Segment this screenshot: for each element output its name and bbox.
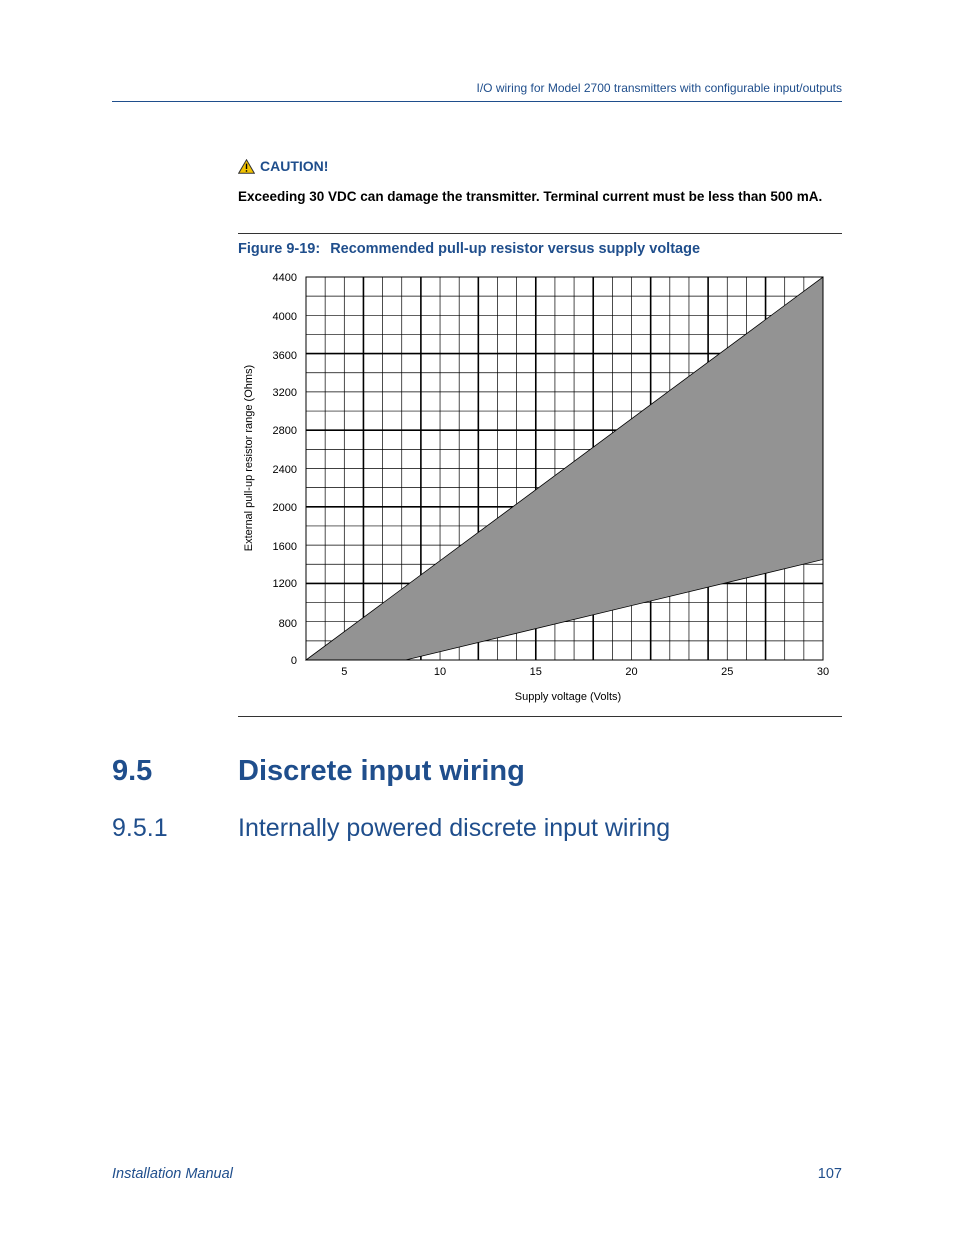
y-tick-label: 2800 <box>272 425 297 437</box>
y-tick-label: 800 <box>278 618 297 630</box>
y-tick-label: 3600 <box>272 350 297 362</box>
subsection-title: Internally powered discrete input wiring <box>238 814 671 842</box>
subsection-heading <box>112 814 670 843</box>
x-tick-label: 10 <box>433 666 447 678</box>
y-tick-label: 4400 <box>272 272 297 284</box>
y-tick-label: 2000 <box>272 502 297 514</box>
caution-text: Exceeding 30 VDC can damage the transmitter. Terminal current must be less than 500 mA. <box>238 189 823 204</box>
section-title: Discrete input wiring <box>238 755 525 787</box>
x-tick-label: 30 <box>816 666 830 678</box>
section-heading <box>112 755 525 788</box>
caution-label: CAUTION! <box>260 158 329 174</box>
section-number: 9.5 <box>112 755 153 787</box>
y-tick-label: 1600 <box>272 541 297 553</box>
figure-top-rule <box>238 233 842 234</box>
x-axis-tick-labels <box>341 666 829 678</box>
y-axis-title: External pull-up resistor range (Ohms) <box>243 364 255 552</box>
figure-caption <box>238 241 700 257</box>
x-tick-label: 25 <box>721 666 734 678</box>
y-tick-label: 1200 <box>272 578 297 590</box>
figure-title: Recommended pull-up resistor versus supply voltage <box>330 241 701 257</box>
header-divider <box>112 101 842 102</box>
x-tick-label: 5 <box>341 666 348 678</box>
x-tick-label: 15 <box>529 666 542 678</box>
running-header: I/O wiring for Model 2700 transmitters with configurable input/outputs <box>476 81 842 95</box>
y-axis-tick-labels <box>273 272 297 667</box>
y-tick-label: 2400 <box>272 464 297 476</box>
x-tick-label: 20 <box>625 666 638 678</box>
resistor-range-chart <box>238 262 842 712</box>
y-tick-label: 0 <box>290 655 297 667</box>
y-tick-label: 4000 <box>272 311 297 323</box>
footer-page-number: 107 <box>817 1166 842 1182</box>
y-tick-label: 3200 <box>272 387 297 399</box>
figure-number: Figure 9-19: <box>238 241 321 257</box>
figure-bottom-rule <box>238 716 842 717</box>
subsection-number: 9.5.1 <box>112 814 168 842</box>
footer-doc-name: Installation Manual <box>112 1166 233 1182</box>
caution-heading <box>238 158 328 174</box>
x-axis-title: Supply voltage (Volts) <box>514 691 622 703</box>
warning-triangle-icon <box>238 159 255 174</box>
